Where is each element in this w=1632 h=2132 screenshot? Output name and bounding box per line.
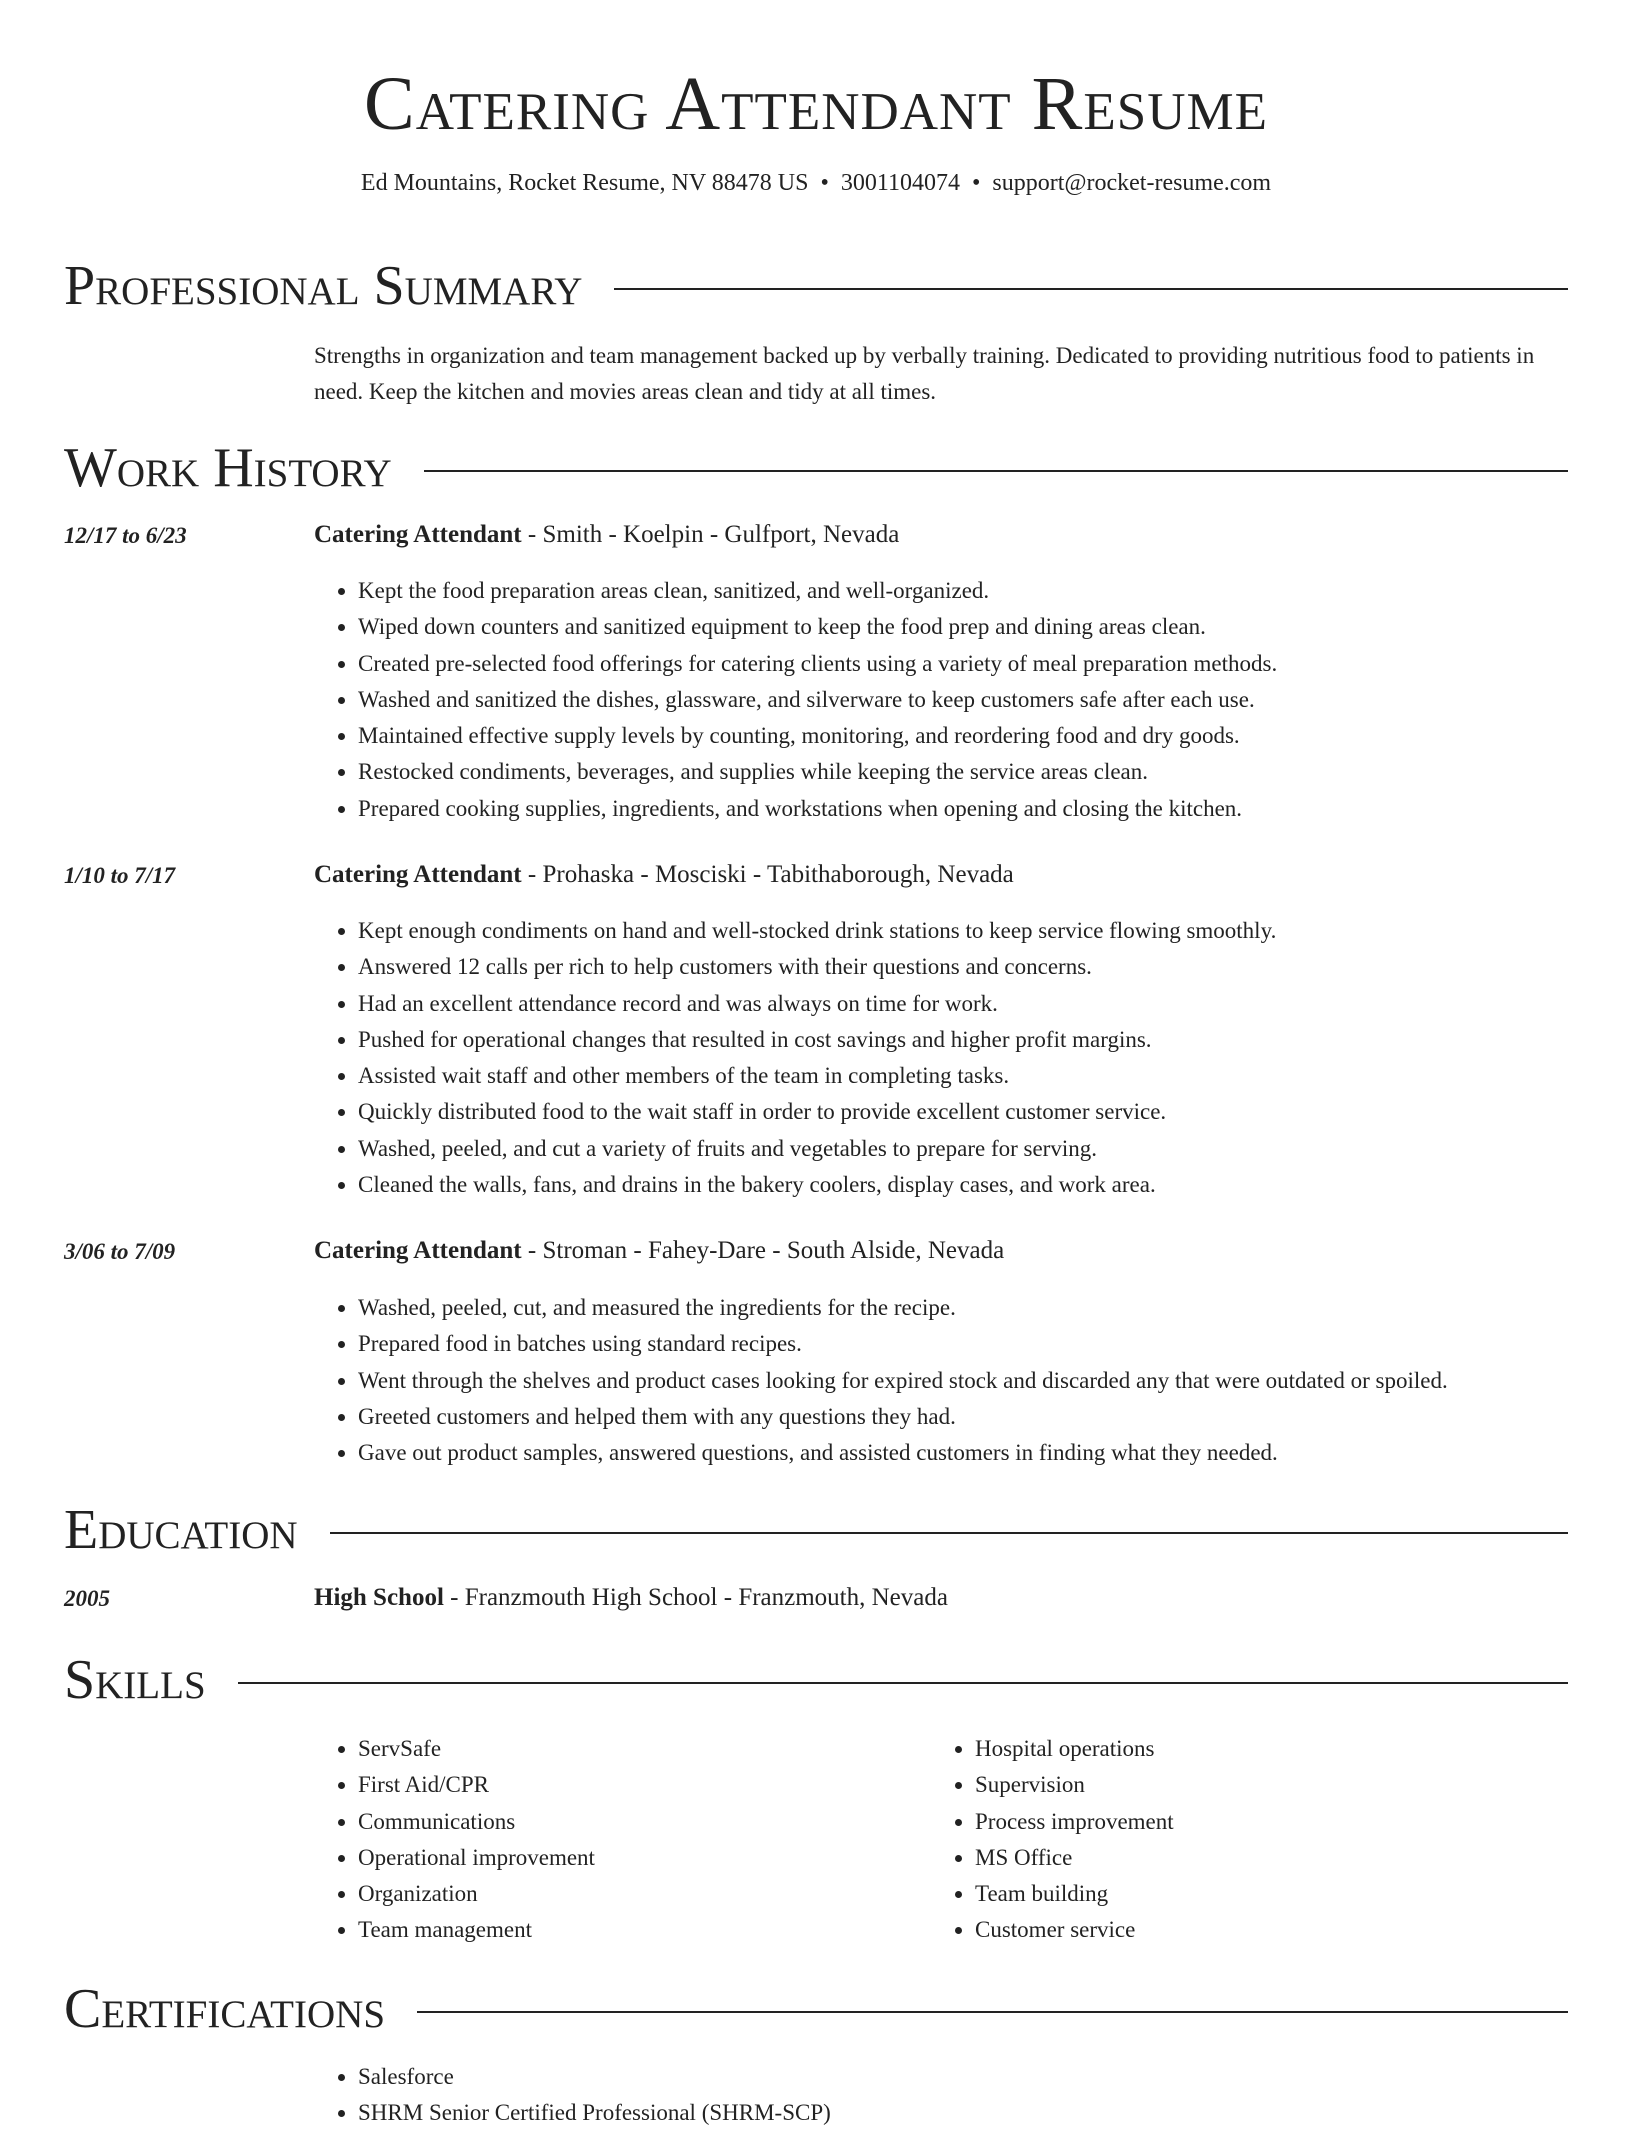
section-heading: Work History	[64, 437, 392, 499]
section-divider	[238, 1682, 1568, 1684]
list-item: • Maintained effective supply levels by counting, monitoring, and reordering food and dry goods.	[358, 718, 1592, 754]
list-item: • Created pre-selected food offerings for catering clients using a variety of meal preparation methods.	[358, 646, 1592, 682]
contact-email: support@rocket-resume.com	[992, 170, 1272, 196]
section-heading: Certifications	[64, 1978, 386, 2040]
section-divider	[614, 288, 1568, 290]
list-item: • Restocked condiments, beverages, and supplies while keeping the service areas clean.	[358, 754, 1592, 790]
list-item: • Quickly distributed food to the wait staff in order to provide excellent customer service.	[358, 1094, 1592, 1130]
skill-item: • Supervision	[975, 1767, 1535, 1803]
list-item: • Prepared food in batches using standard recipes.	[358, 1326, 1592, 1362]
list-item: • Kept the food preparation areas clean, sanitized, and well-organized.	[358, 573, 1592, 609]
section-heading: Professional Summary	[64, 255, 583, 317]
contact-line	[0, 170, 1632, 197]
education-heading	[314, 1584, 948, 1612]
certification-item: • SHRM Senior Certified Professional (SHRM-SCP)	[358, 2095, 1592, 2131]
list-item: • Kept enough condiments on hand and well-stocked drink stations to keep service flowing smoothly.	[358, 913, 1592, 949]
education-year: 2005	[64, 1586, 110, 1611]
certifications-list	[314, 2059, 1592, 2132]
list-item: • Assisted wait staff and other members of the team in completing tasks.	[358, 1058, 1592, 1094]
skill-item: • Team building	[975, 1876, 1535, 1912]
skill-item: • Organization	[358, 1876, 918, 1912]
skills-list-right	[931, 1731, 1535, 1949]
skill-item: • MS Office	[975, 1840, 1535, 1876]
job-heading	[314, 521, 899, 549]
list-item: • Pushed for operational changes that resulted in cost savings and higher profit margins.	[358, 1022, 1592, 1058]
list-item: • Cleaned the walls, fans, and drains in the bakery coolers, display cases, and work area.	[358, 1167, 1592, 1203]
contact-phone: 3001104074	[840, 170, 960, 196]
list-item: • Washed and sanitized the dishes, glassware, and silverware to keep customers safe after each use.	[358, 682, 1592, 718]
contact-separator: •	[820, 170, 829, 196]
list-item: • Washed, peeled, cut, and measured the ingredients for the recipe.	[358, 1290, 1592, 1326]
section-header-certifications	[64, 1977, 1568, 2041]
skills-list-left	[314, 1731, 918, 1949]
list-item: • Wiped down counters and sanitized equipment to keep the food prep and dining areas clean.	[358, 609, 1592, 645]
list-item: • Went through the shelves and product cases looking for expired stock and discarded any that were outdated or spoiled.	[358, 1363, 1592, 1399]
skill-item: • Team management	[358, 1912, 918, 1948]
job-bullets	[314, 1290, 1592, 1471]
resume-title: Catering Attendant Resume	[364, 62, 1268, 146]
job-heading	[314, 861, 1014, 889]
job-details: - Smith - Koelpin - Gulfport, Nevada	[521, 521, 900, 548]
education-degree: High School	[314, 1584, 444, 1611]
list-item: • Greeted customers and helped them with any questions they had.	[358, 1399, 1592, 1435]
list-item: • Had an excellent attendance record and was always on time for work.	[358, 986, 1592, 1022]
skill-item: • Hospital operations	[975, 1731, 1535, 1767]
section-header-summary	[64, 254, 1568, 318]
job-dates: 12/17 to 6/23	[64, 523, 187, 548]
job-dates: 3/06 to 7/09	[64, 1239, 176, 1264]
skill-item: • Operational improvement	[358, 1840, 918, 1876]
certification-item: • Salesforce	[358, 2059, 1592, 2095]
section-divider	[424, 470, 1568, 472]
job-details: - Stroman - Fahey-Dare - South Alside, Nevada	[521, 1237, 1005, 1264]
section-header-skills	[64, 1648, 1568, 1712]
section-heading: Education	[64, 1499, 298, 1561]
section-header-education	[64, 1498, 1568, 1562]
skill-item: • Customer service	[975, 1912, 1535, 1948]
section-divider	[417, 2011, 1568, 2013]
skill-item: • ServSafe	[358, 1731, 918, 1767]
education-details: - Franzmouth High School - Franzmouth, Nevada	[443, 1584, 948, 1611]
job-heading	[314, 1237, 1004, 1265]
skill-item: • First Aid/CPR	[358, 1767, 918, 1803]
job-dates: 1/10 to 7/17	[64, 863, 176, 888]
skill-item: • Process improvement	[975, 1804, 1535, 1840]
job-bullets	[314, 913, 1592, 1203]
job-title: Catering Attendant	[314, 1237, 522, 1264]
job-details: - Prohaska - Mosciski - Tabithaborough, Nevada	[521, 861, 1014, 888]
list-item: • Gave out product samples, answered questions, and assisted customers in finding what they needed.	[358, 1435, 1592, 1471]
job-title: Catering Attendant	[314, 521, 522, 548]
contact-address: Ed Mountains, Rocket Resume, NV 88478 US	[360, 170, 809, 196]
list-item: • Answered 12 calls per rich to help customers with their questions and concerns.	[358, 949, 1592, 985]
skill-item: • Communications	[358, 1804, 918, 1840]
job-bullets	[314, 573, 1592, 827]
contact-separator: •	[971, 170, 981, 196]
summary-text: Strengths in organization and team management backed up by verbally training. Dedicated to providing nutritious food to patients in need. Keep the kitchen and movies areas clean and tidy at all times.	[314, 343, 1535, 404]
section-divider	[330, 1532, 1568, 1534]
list-item: • Prepared cooking supplies, ingredients, and workstations when opening and closing the kitchen.	[358, 791, 1592, 827]
section-heading: Skills	[64, 1649, 206, 1711]
job-title: Catering Attendant	[314, 861, 522, 888]
list-item: • Washed, peeled, and cut a variety of fruits and vegetables to prepare for serving.	[358, 1131, 1592, 1167]
section-header-work-history	[64, 436, 1568, 500]
